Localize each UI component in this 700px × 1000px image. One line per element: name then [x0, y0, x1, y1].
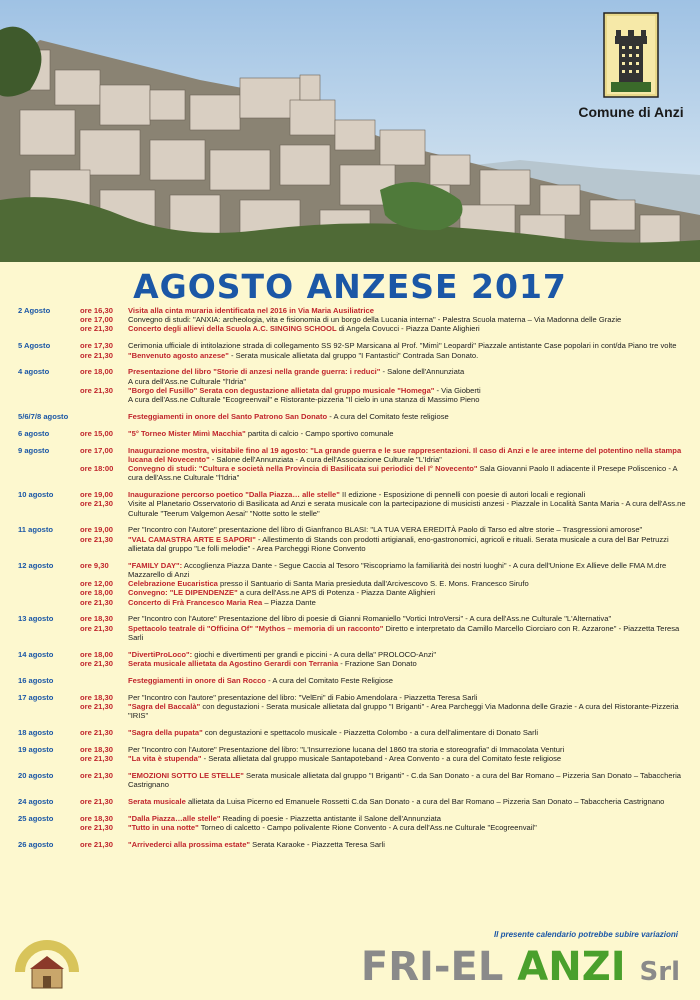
event-highlight: Inaugurazione mostra, visitabile fino al 19 agosto: "La grande guerra e le sue rappresentazioni. Il caso di Anzi e le aree interne del potentino nella stampa lucana del Novecento" — [128, 445, 682, 464]
event-time: ore 21,30 — [80, 385, 113, 395]
event-text: - Serata allietata dal gruppo musicale Santapoteband - Area Convento - a cura del Comitato feste religiose — [201, 754, 562, 764]
event-description — [128, 306, 686, 315]
event-time: ore 17,00 — [80, 445, 113, 455]
event-description — [128, 797, 686, 806]
event-text: con degustazioni e spettacolo musicale - Piazzetta Colombo - a cura dell'alimentare di Donato Sarli — [202, 728, 539, 738]
event-date — [18, 351, 80, 360]
event-highlight: Concerto degli allievi della Scuola A.C. SINGING SCHOOL — [128, 324, 337, 334]
event-time: ore 21,30 — [80, 754, 113, 764]
event-description — [128, 814, 686, 823]
event-description — [128, 446, 686, 464]
event-highlight: "Benvenuto agosto anzese" — [128, 350, 229, 360]
event-date: 10 agosto — [18, 490, 54, 500]
event-date: 18 agosto — [18, 728, 54, 738]
day-block — [18, 341, 686, 359]
event-highlight: Inaugurazione percorso poetico "Dalla Piazza… alle stelle" — [128, 490, 340, 500]
event-date: 26 agosto — [18, 840, 54, 850]
event-date — [18, 598, 80, 607]
event-highlight: Celebrazione Eucaristica — [128, 579, 218, 589]
day-block — [18, 525, 686, 553]
event-text: Sala Giovanni Paolo II adiacente il Presepe Poliscenico - A cura dell'Ass.ne Culturale "l'Idria" — [128, 464, 678, 483]
event-date: 4 agosto — [18, 367, 50, 377]
event-date — [18, 324, 80, 333]
proloco-icon — [12, 938, 82, 994]
events-list — [18, 306, 686, 849]
day-block — [18, 840, 686, 849]
event-time — [80, 377, 128, 386]
event-description — [128, 412, 686, 421]
event-time: ore 17,30 — [80, 341, 113, 351]
event-text: Serata musicale allietata dal gruppo "I Briganti" - C.da San Donato - a cura del Bar Romano – Pizzeria San Donato – Tabaccheria Castrignano — [128, 771, 681, 790]
event-date: 24 agosto — [18, 797, 54, 807]
event-text: II edizione - Esposizione di pennelli con poesie di autori locali e regionali — [339, 490, 586, 500]
page-title: AGOSTO ANZESE 2017 — [133, 267, 567, 306]
event-text: Visite al Planetario Osservatorio di Basilicata ad Anzi e serata musicale con la partecipazione di musicisti anzesi - Piazzale in Località Santa Maria - A cura dell'Ass.ne Culturale "Teerum Valgemon Aesai" "Notte sotto le stelle" — [128, 499, 686, 518]
event-time: ore 21,30 — [80, 823, 113, 833]
event-date — [18, 579, 80, 588]
event-highlight: "Sagra della pupata" — [128, 728, 203, 738]
event-highlight: "Borgo del Fusillo" Serata con degustazione allietata dal gruppo musicale "Homega" — [128, 385, 435, 395]
event-time: ore 18,00 — [80, 367, 113, 377]
event-date: 13 agosto — [18, 614, 54, 624]
event-time: ore 21,30 — [80, 623, 113, 633]
event-description — [128, 840, 686, 849]
event-time: ore 15,00 — [80, 428, 113, 438]
event-date: 16 agosto — [18, 675, 54, 685]
event-description — [128, 745, 686, 754]
event-highlight: Festeggiamenti in onore di San Rocco — [128, 675, 266, 685]
event-description — [128, 499, 686, 517]
event-time: ore 18,00 — [80, 588, 113, 598]
event-time: ore 21,30 — [80, 534, 113, 544]
event-time: ore 12,00 — [80, 579, 113, 589]
event-date — [18, 702, 80, 720]
event-time: ore 18,30 — [80, 614, 113, 624]
event-date — [18, 377, 80, 386]
event-date: 25 agosto — [18, 814, 54, 824]
event-date: 5/6/7/8 agosto — [18, 411, 69, 421]
event-highlight: Serata musicale — [128, 797, 186, 807]
event-time: ore 17,00 — [80, 315, 113, 325]
event-highlight: Concerto di Frà Francesco Maria Rea — [128, 597, 263, 607]
sponsor-name-b: ANZI — [517, 944, 626, 990]
event-description — [128, 588, 686, 597]
event-text: Per "Incontro con l'Autore" Presentazione del libro di poesie di Gianni Romaniello "Vortici IntroVersi" - A cura dell'Ass.ne Culturale "L'Alternativa" — [128, 614, 612, 624]
event-date: 11 agosto — [18, 525, 54, 535]
event-highlight: "DivertiProLoco": — [128, 649, 193, 659]
event-time: ore 21,30 — [80, 701, 113, 711]
sponsor-logo — [361, 942, 680, 997]
event-date: 19 agosto — [18, 744, 54, 754]
comune-name: Comune di Anzi — [578, 104, 684, 120]
event-time: ore 18,00 — [80, 649, 113, 659]
event-description — [128, 823, 686, 832]
event-time: ore 21,30 — [80, 771, 113, 781]
event-text: - Via Gioberti — [434, 385, 481, 395]
event-text: Cerimonia ufficiale di intitolazione strada di collegamento SS 92-SP Marsicana al Prof. "Mimì" Leopardi" Piazzale antistante Case popolari in cont/da Piano tre volte — [128, 341, 677, 351]
event-text: - Allestimento di Stands con prodotti artigianali, eno-gastronomici, agricoli e rituali. Serata musicale a cura del Bar Petruzzi allietata dal gruppo "Le folli melodie" - Area Parcheggi Rione Convento — [128, 534, 669, 553]
event-text: a cura dell'Ass.ne APS di Potenza - Piazza Dante Alighieri — [237, 588, 436, 598]
event-date — [18, 588, 80, 597]
event-highlight: "Arrivederci alla prossima estate" — [128, 840, 251, 850]
event-text: A cura dell'Ass.ne Culturale "Ecogreenvail" e Ristorante-pizzeria "Il cielo in una stanza di Massimo Pieno — [128, 395, 480, 404]
event-highlight: Convegno di studi: "Cultura e società nella Provincia di Basilicata sui periodici del I° Novecento" — [128, 464, 478, 474]
day-block — [18, 561, 686, 607]
event-time: ore 21,30 — [80, 728, 113, 738]
event-date: 5 Agosto — [18, 341, 51, 351]
day-block — [18, 306, 686, 334]
event-time: ore 18:00 — [80, 464, 114, 474]
event-highlight: Visita alla cinta muraria identificata nel 2016 in Via Maria Ausiliatrice — [128, 306, 374, 315]
event-description — [128, 490, 686, 499]
event-date: 20 agosto — [18, 771, 54, 781]
day-block — [18, 614, 686, 642]
event-time: ore 21,30 — [80, 597, 113, 607]
event-date — [18, 754, 80, 763]
day-block — [18, 429, 686, 438]
event-description — [128, 693, 686, 702]
event-time — [80, 676, 128, 685]
event-time: ore 19,00 — [80, 525, 113, 535]
day-block — [18, 676, 686, 685]
comune-logo — [576, 12, 686, 120]
event-time: ore 18,30 — [80, 692, 113, 702]
event-highlight: "VAL CAMASTRA ARTE E SAPORI" — [128, 534, 256, 544]
event-description — [128, 351, 686, 360]
event-highlight: "Sagra del Baccalà" — [128, 701, 201, 711]
event-date — [18, 386, 80, 395]
event-description — [128, 561, 686, 579]
event-text: - Serata musicale allietata dal gruppo "I Fantastici" Contrada San Donato. — [228, 350, 479, 360]
day-block — [18, 771, 686, 789]
event-text: - Frazione San Donato — [338, 658, 417, 668]
event-time: ore 9,30 — [80, 560, 109, 570]
event-highlight: "FAMILY DAY": — [128, 560, 183, 570]
day-block — [18, 745, 686, 763]
event-description — [128, 702, 686, 720]
event-highlight: Spettacolo teatrale di "Officina Of" "Mythos – memoria di un racconto" — [128, 623, 384, 633]
proloco-logo — [12, 938, 82, 994]
day-block — [18, 728, 686, 737]
event-text: Convegno di studi: "ANXIA: archeologia, vita e fisionomia di un borgo della Lucania interna" - Palestra Scuola materna – Via Madonna delle Grazie — [128, 315, 622, 325]
event-date: 2 Agosto — [18, 306, 51, 315]
event-highlight: "EMOZIONI SOTTO LE STELLE" — [128, 771, 244, 781]
event-description — [128, 395, 686, 404]
event-text: giochi e divertimenti per grandi e piccini - A cura della" PROLOCO-Anzi" — [192, 649, 437, 659]
event-time: ore 19,00 — [80, 490, 113, 500]
event-description — [128, 324, 686, 333]
event-description — [128, 535, 686, 553]
event-highlight: Convegno: "LE DIPENDENZE" — [128, 588, 238, 598]
event-text: - Salone dell'Annunziata - A cura dell'Associazione Culturale "L'Idria" — [209, 454, 442, 464]
event-text: - A cura del Comitato Feste Religiose — [265, 675, 394, 685]
day-block — [18, 490, 686, 518]
day-block — [18, 367, 686, 404]
event-time: ore 21,30 — [80, 324, 113, 334]
event-highlight: "La vita è stupenda" — [128, 754, 202, 764]
day-block — [18, 693, 686, 721]
day-block — [18, 446, 686, 483]
event-text: Torneo di calcetto - Campo polivalente Rione Convento - A cura dell'Ass.ne Culturale "Ecogreenvail" — [198, 823, 537, 833]
event-date: 17 agosto — [18, 692, 54, 702]
day-block — [18, 412, 686, 421]
event-text: partita di calcio - Campo sportivo comunale — [245, 428, 394, 438]
event-date — [18, 535, 80, 553]
event-time: ore 21,30 — [80, 658, 113, 668]
event-text: allietata da Luisa Picerno ed Emanuele Rossetti C.da San Donato - a cura del Bar Romano – Pizzeria San Donato – Tabaccheria Castrignano — [185, 797, 665, 807]
day-block — [18, 797, 686, 806]
event-highlight: "Dalla Piazza…alle stelle" — [128, 814, 221, 824]
event-highlight: Presentazione del libro "Storie di anzesi nella grande guerra: i reduci" — [128, 367, 381, 377]
day-block — [18, 650, 686, 668]
event-date: 6 agosto — [18, 428, 50, 438]
event-time — [80, 412, 128, 421]
event-date: 9 agosto — [18, 445, 50, 455]
event-description — [128, 728, 686, 737]
event-description — [128, 676, 686, 685]
event-date — [18, 624, 80, 642]
event-description — [128, 315, 686, 324]
event-date — [18, 395, 80, 404]
variation-note: Il presente calendario potrebbe subire variazioni — [493, 930, 678, 939]
event-highlight: "Tutto in una notte" — [128, 823, 199, 833]
event-text: - Salone dell'Annunziata — [380, 367, 465, 377]
event-date — [18, 659, 80, 668]
event-date — [18, 499, 80, 517]
event-text: di Angela Covucci - Piazza Dante Alighieri — [336, 324, 480, 334]
event-date: 12 agosto — [18, 560, 54, 570]
event-text: Accoglienza Piazza Dante - Segue Caccia al Tesoro "Riscopriamo la familiarità dei nostri luoghi" - A cura dell'Unione Ex Allieve delle FMA M.dre Mazzarello di Anzi — [128, 560, 667, 579]
event-text: Diretto e interpretato da Camillo Marcello Ciorciaro con R. Azzarone" - Piazzetta Teresa Sarli — [128, 623, 680, 642]
event-text: A cura dell'Ass.ne Culturale "l'Idria" — [128, 376, 247, 386]
event-description — [128, 650, 686, 659]
day-block — [18, 814, 686, 832]
event-time: ore 21,30 — [80, 350, 113, 360]
event-description — [128, 377, 686, 386]
event-time: ore 21,30 — [80, 797, 113, 807]
event-text: - A cura del Comitato feste religiose — [327, 411, 449, 421]
event-text: presso il Santuario di Santa Maria presieduta dall'Arcivescovo S. E. Mons. Francesco Sirufo — [217, 579, 529, 589]
event-date: 14 agosto — [18, 649, 54, 659]
event-description — [128, 659, 686, 668]
event-time — [80, 395, 128, 404]
event-description — [128, 598, 686, 607]
sponsor-name-a: FRI-EL — [360, 944, 504, 990]
event-description — [128, 386, 686, 395]
event-description — [128, 624, 686, 642]
event-description — [128, 429, 686, 438]
event-description — [128, 525, 686, 534]
event-date — [18, 315, 80, 324]
event-time: ore 18,30 — [80, 814, 113, 824]
event-text: con degustazioni - Serata musicale allietata dal gruppo "I Briganti" - Area Parcheggi Via Madonna delle Grazie - A cura del Ristorante-Pizzeria "IRIS" — [128, 701, 679, 721]
event-description — [128, 579, 686, 588]
event-text: Per "Incontro con l'autore" presentazione del libro: "VelEni" di Fabio Amendolara - Piazzetta Teresa Sarli — [128, 692, 478, 702]
event-highlight: Festeggiamenti in onore del Santo Patrono San Donato — [128, 411, 328, 421]
event-time: ore 18,30 — [80, 744, 113, 754]
event-time: ore 21,30 — [80, 840, 113, 850]
coat-of-arms-icon — [603, 12, 659, 98]
event-text: Serata Karaoke - Piazzetta Teresa Sarli — [250, 840, 385, 850]
event-time: ore 21,30 — [80, 499, 113, 509]
event-description — [128, 614, 686, 623]
event-text: – Piazza Dante — [262, 597, 316, 607]
event-text: Reading di poesie - Piazzetta antistante il Salone dell'Annunziata — [220, 814, 442, 824]
event-description — [128, 341, 686, 350]
event-time: ore 16,30 — [80, 306, 113, 315]
event-text: Per "Incontro con l'Autore" Presentazione del libro: "L'Insurrezione lucana del 1860 tra storia e storeografia" di Immacolata Venturi — [128, 744, 565, 754]
event-description — [128, 464, 686, 482]
event-description — [128, 754, 686, 763]
event-text: Per "Incontro con l'Autore" presentazione del libro di Gianfranco BLASI: "LA TUA VERA EREDITÀ Paolo di Tarso ed altre storie – Trasgressioni amorose" — [128, 525, 643, 535]
event-highlight: Serata musicale allietata da Agostino Gerardi con Terranìa — [128, 658, 339, 668]
event-description — [128, 367, 686, 376]
event-description — [128, 771, 686, 789]
event-highlight: "5° Torneo Mister Mimì Macchia" — [128, 428, 246, 438]
event-date — [18, 823, 80, 832]
event-date — [18, 464, 80, 482]
sponsor-name-c: Srl — [639, 957, 680, 987]
